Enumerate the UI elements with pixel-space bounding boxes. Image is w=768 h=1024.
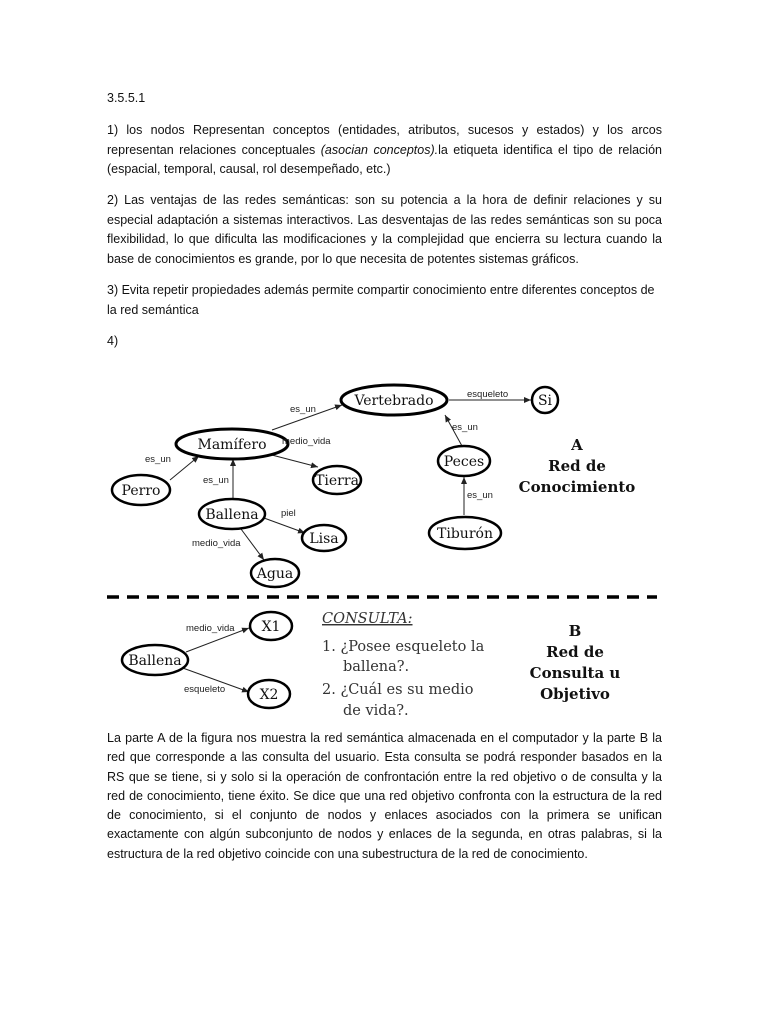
- answer-1-part-b: la etiqueta identifica el tipo de relación (espacial, temporal, causal, rol desempeñado, etc.): [107, 142, 662, 176]
- consulta-q1-line2: ballena?.: [343, 659, 410, 675]
- edge-label-esqueleto: esqueleto: [467, 389, 509, 400]
- part-b-line1: Red de: [546, 643, 604, 661]
- edge-label-es-un-5: es_un: [467, 490, 493, 501]
- edge-label-es-un-3: es_un: [145, 454, 171, 465]
- part-a-line2: Conocimiento: [518, 478, 636, 496]
- node-x1-label: X1: [261, 619, 281, 635]
- part-b-letter: B: [568, 622, 582, 640]
- explanation-paragraph: La parte A de la figura nos muestra la red semántica almacenada en el computador y la parte B la red que corresponde a las consulta del usuario. Esta consulta se podrá responder basados en la RS que se tiene, si y solo si la operación de confrontación entre la red objetivo o de consulta y la red de conocimiento, tiene éxito. Se dice que una red objetivo confronta con la estructura de la red de conocimiento, si el conjunto de nodos y enlaces asociados con la primera se unifican exactamente con algún subconjunto de nodos y enlaces de la segunda, en otras palabras, si la estructura de la red objetivo coincide con una subestructura de la red de conocimiento.: [107, 731, 662, 861]
- part-a-line1: Red de: [548, 457, 606, 475]
- node-lisa-label: Lisa: [309, 531, 339, 547]
- semantic-network-diagram: [0, 370, 768, 726]
- edge-label-medio-vida-1: medio_vida: [282, 436, 331, 447]
- edge-ballena-agua: [241, 529, 264, 560]
- edge-mamifero-tierra: [268, 454, 318, 467]
- answer-2: 2) Las ventajas de las redes semánticas: son su potencia a la hora de definir relaciones y su especial adaptación a sistemas interactivos. Las desventajas de las redes semánticas son su poca flexibilidad, lo que dificulta las modificaciones y la complejidad que encierra su lectura cuando la base de conocimientos es grande, por lo que necesita de potentes sistemas gráficos.: [107, 193, 662, 266]
- consulta-q1-line1: 1. ¿Posee esqueleto la: [322, 639, 485, 655]
- consulta-title: CONSULTA:: [322, 611, 413, 627]
- part-b-line2: Consulta u: [529, 664, 621, 682]
- edge-perro-mamifero: [170, 456, 199, 480]
- edge-label-es-un-2: es_un: [452, 422, 478, 433]
- consulta-q2-line1: 2. ¿Cuál es su medio: [322, 682, 474, 698]
- node-peces-label: Peces: [443, 454, 485, 470]
- consulta-q2-line2: de vida?.: [343, 703, 409, 719]
- node-agua-label: Agua: [256, 566, 294, 582]
- edge-label-piel: piel: [281, 508, 296, 519]
- edge-label-es-un-4: es_un: [203, 475, 229, 486]
- node-tiburon-label: Tiburón: [437, 526, 493, 542]
- node-x2-label: X2: [259, 687, 279, 703]
- node-tierra-label: Tierra: [315, 473, 359, 489]
- answer-1: [107, 121, 662, 180]
- edge-label-medio-vida-b: medio_vida: [186, 623, 235, 634]
- node-vertebrado-label: Vertebrado: [354, 393, 434, 409]
- section-number: 3.5.5.1: [107, 91, 146, 105]
- edge-label-esqueleto-b: esqueleto: [184, 684, 226, 695]
- node-perro-label: Perro: [121, 483, 161, 499]
- node-ballena-b-label: Ballena: [128, 653, 182, 669]
- part-b-line3: Objetivo: [540, 685, 610, 703]
- node-mamifero-label: Mamífero: [197, 437, 267, 453]
- edge-ballena-lisa: [264, 518, 305, 533]
- edge-label-medio-vida-2: medio_vida: [192, 538, 241, 549]
- answer-3: 3) Evita repetir propiedades además permite compartir conocimiento entre diferentes conceptos de la red semántica: [107, 283, 655, 317]
- edge-label-es-un-1: es_un: [290, 404, 316, 415]
- answer-1-part-a: 1) los nodos Representan conceptos (entidades, atributos, sucesos y estados) y los arcos representan relaciones conceptuales: [107, 123, 662, 157]
- answer-4-label: 4): [107, 334, 119, 348]
- node-ballena-label: Ballena: [205, 507, 259, 523]
- part-a-letter: A: [571, 436, 583, 454]
- answer-1-italic: (asocian conceptos).: [320, 142, 439, 157]
- node-si-label: Si: [537, 393, 553, 409]
